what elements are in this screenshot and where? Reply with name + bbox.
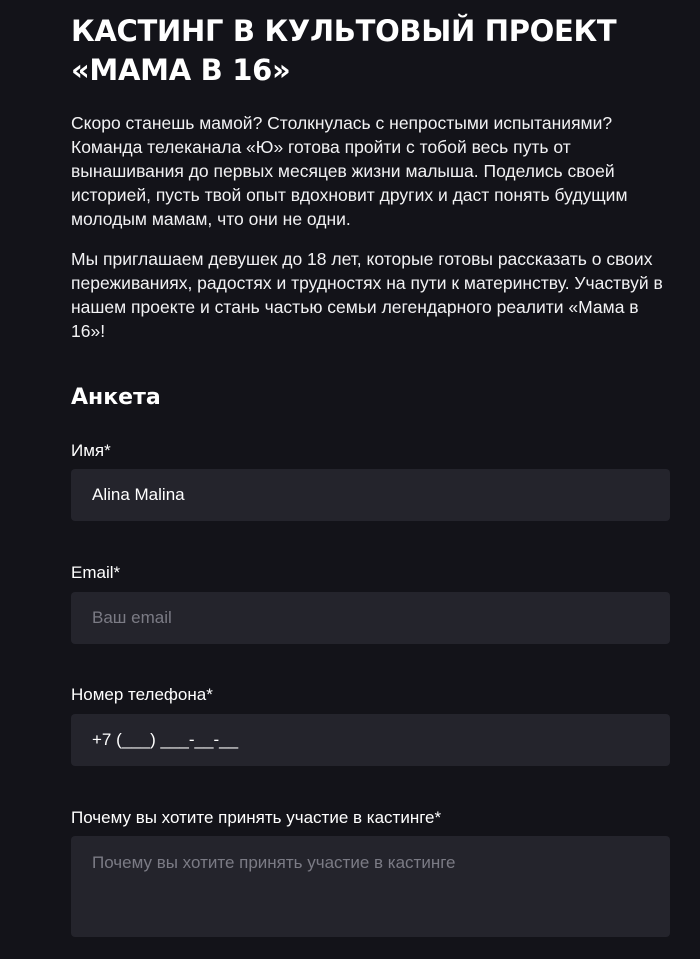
form-title: Анкета [71, 385, 161, 410]
email-label: Email* [71, 563, 121, 582]
name-input[interactable] [71, 469, 670, 521]
page-title: КАСТИНГ В КУЛЬТОВЫЙ ПРОЕКТ «МАМА В 16» [71, 14, 617, 87]
reason-label: Почему вы хотите принять участие в кастинге* [71, 808, 442, 827]
phone-label: Номер телефона* [71, 685, 213, 704]
email-input[interactable] [71, 592, 670, 644]
phone-input[interactable] [71, 714, 670, 766]
reason-textarea[interactable] [71, 836, 670, 937]
intro-paragraph-2: Мы приглашаем девушек до 18 лет, которые готовы рассказать о своих переживаниях, радостях и трудностях на пути к материнству. Участвуй в нашем проекте и стань частью семьи легендарного реалити «Мама в 16»! [71, 249, 663, 341]
intro-paragraph-1: Скоро станешь мамой? Столкнулась с непростыми испытаниями? Команда телеканала «Ю» готова пройти с тобой весь путь от вынашивания до первых месяцев жизни малыша. Поделись своей историей, пусть твой опыт вдохновит других и даст понять будущим молодым мамам, что они не одни. [71, 113, 628, 229]
name-label: Имя* [71, 441, 111, 460]
